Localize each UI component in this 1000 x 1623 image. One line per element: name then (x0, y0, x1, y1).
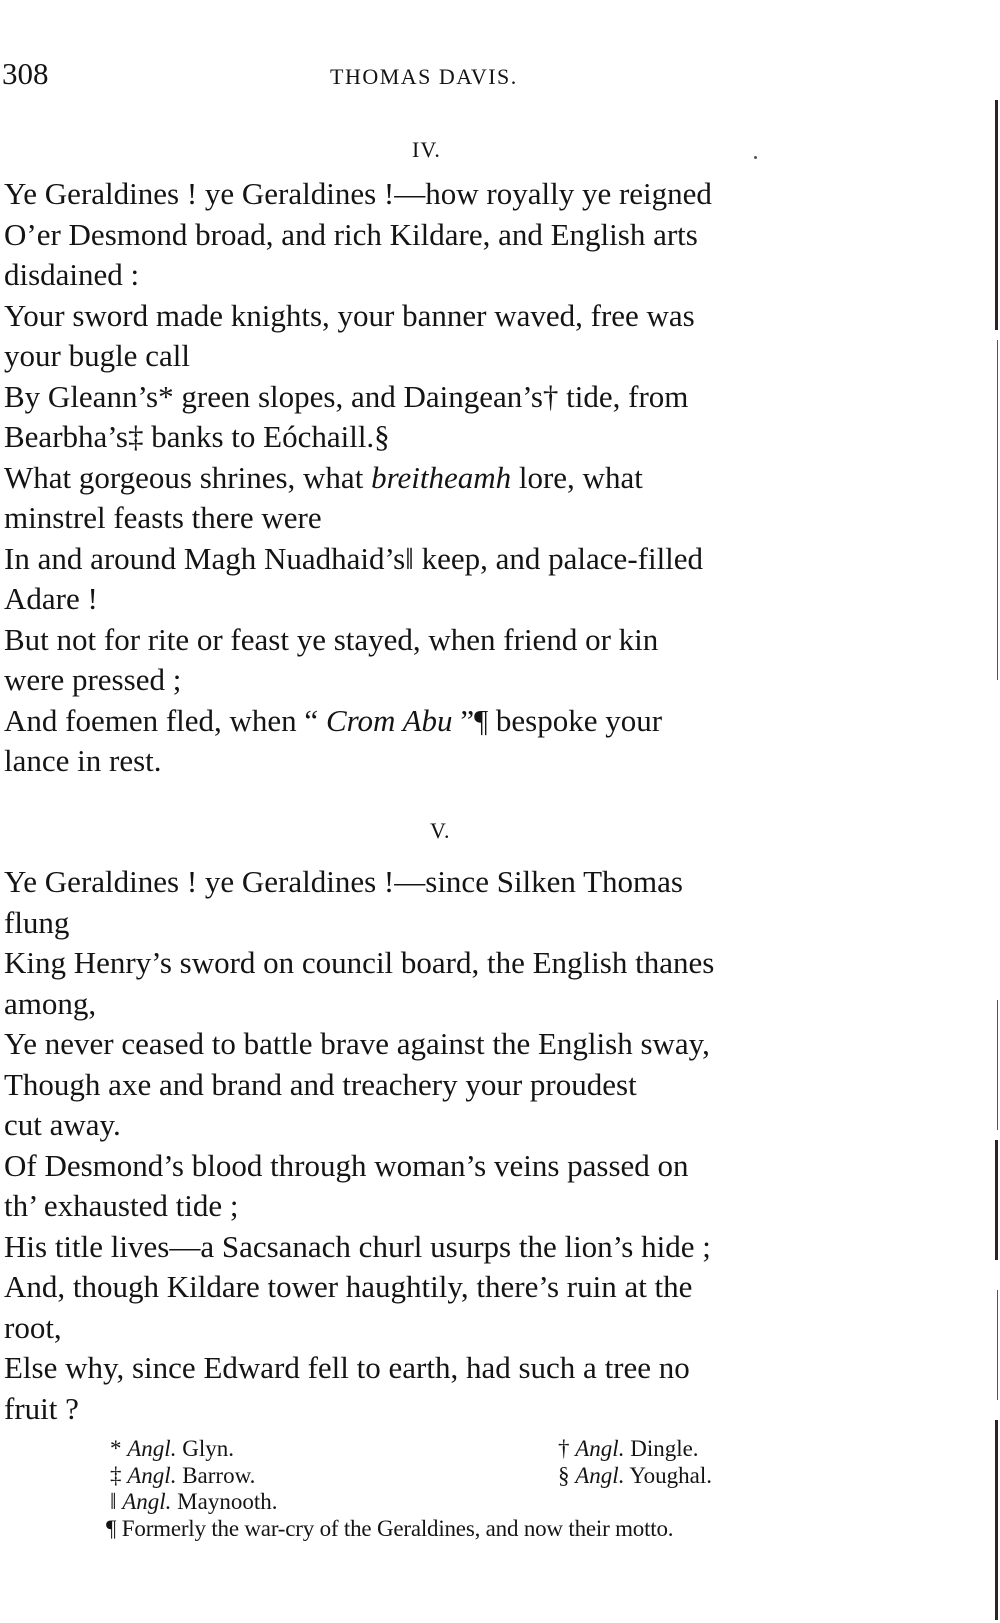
verse-line: And foemen fled, when “ Crom Abu ”¶ bespoke your lance in rest. (4, 702, 663, 778)
footnote-glyn: * Angl. Glyn. (110, 1436, 234, 1461)
verse-line: Ye Geraldines ! ye Geraldines !—since Silken Thomas flung (4, 864, 683, 940)
footnote-motto: ¶ Formerly the war-cry of the Geraldines, and now their motto. (106, 1515, 674, 1541)
verse-line: By Gleann’s* green slopes, and Daingean’s† tide, from Bearbha’s‡ banks to Eóchaill.§ (4, 378, 689, 454)
running-head: THOMAS DAVIS. (330, 64, 518, 89)
scan-speck (754, 156, 757, 159)
verse-line: O’er Desmond broad, and rich Kildare, and English arts disdained : (4, 216, 698, 292)
verse-line: Your sword made knights, your banner waved, free was your bugle call (4, 297, 695, 373)
scan-edge-mark (995, 100, 998, 330)
footnote-youghal: § Angl. Youghal. (558, 1462, 713, 1488)
scan-edge-mark (997, 1000, 998, 1130)
verse-line: In and around Magh Nuadhaid’s‖ keep, and palace-filled Adare ! (4, 540, 704, 616)
verse-line: Though axe and brand and treachery your proudest cut away. (4, 1066, 637, 1142)
stanza (4, 862, 884, 1429)
scan-edge-mark (995, 1140, 998, 1260)
footnote-dingle: † Angl. Dingle. (558, 1436, 699, 1461)
stanza-number: IV. (412, 137, 441, 162)
scan-edge-mark (997, 340, 998, 680)
stanza (4, 174, 884, 782)
scan-edge-mark (995, 1420, 998, 1620)
verse-line: King Henry’s sword on council board, the English thanes among, (4, 945, 715, 1021)
verse-line: What gorgeous shrines, what breitheamh lore, what minstrel feasts there were (4, 459, 643, 535)
footnote-barrow: ‡ Angl. Barrow. (110, 1462, 256, 1488)
verse-line: And, though Kildare tower haughtily, there’s ruin at the root, (4, 1269, 693, 1345)
verse-line: Ye Geraldines ! ye Geraldines !—how royally ye reigned (4, 176, 712, 211)
footnote-maynooth: ‖ Angl. Maynooth. (110, 1489, 278, 1514)
footnotes (106, 1436, 890, 1542)
verse-line: Of Desmond’s blood through woman’s veins passed on th’ exhausted tide ; (4, 1147, 689, 1223)
verse-line: Else why, since Edward fell to earth, had such a tree no fruit ? (4, 1350, 690, 1426)
verse-line: His title lives—a Sacsanach churl usurps the lion’s hide ; (4, 1228, 711, 1264)
verse-line: But not for rite or feast ye stayed, when friend or kin were pressed ; (4, 621, 659, 697)
page-number: 308 (2, 56, 49, 91)
scan-edge-mark (997, 1290, 998, 1400)
stanza-number: V. (430, 818, 451, 843)
verse-line: Ye never ceased to battle brave against the English sway, (4, 1026, 710, 1061)
